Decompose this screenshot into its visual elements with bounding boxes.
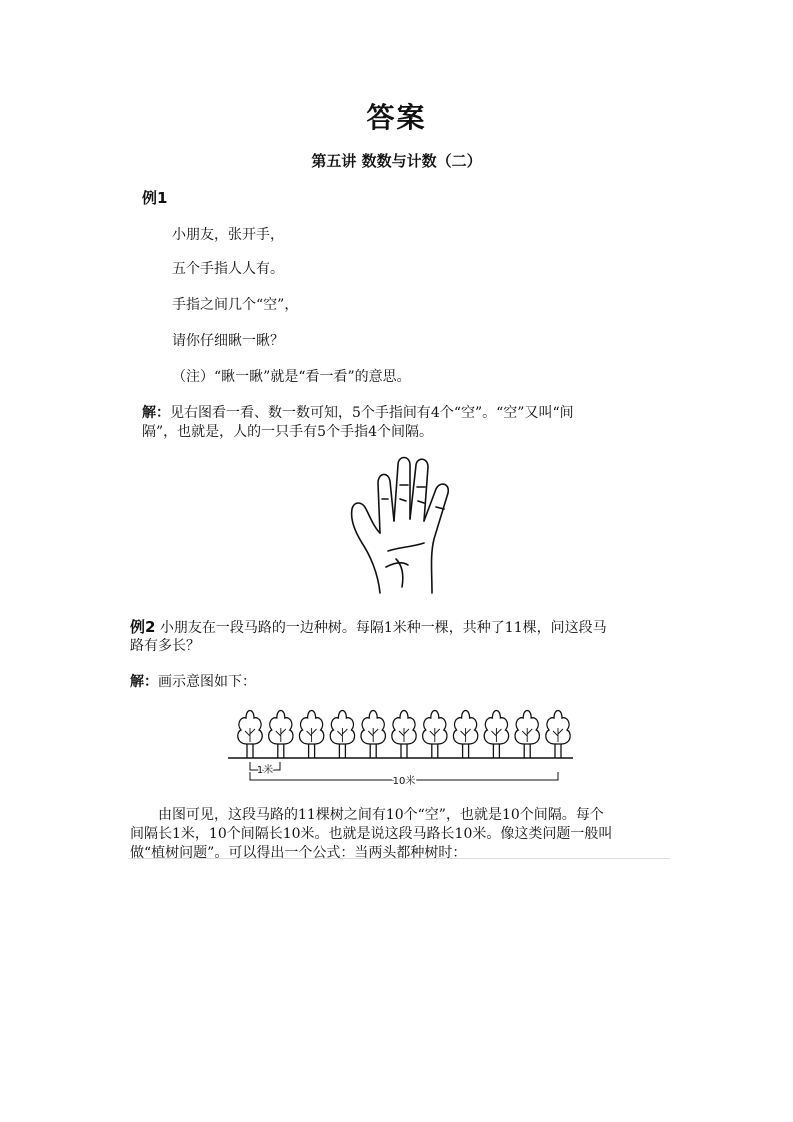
one-meter-label: 1米 bbox=[256, 765, 274, 776]
tree-7 bbox=[423, 711, 447, 759]
explanation-line-2: 间隔长1米，10个间隔长10米。也就是说这段马路长10米。像这类问题一般叫 bbox=[130, 826, 613, 842]
tree-planting-diagram bbox=[228, 700, 573, 792]
hand-illustration bbox=[340, 455, 470, 595]
solution-1-line-1 bbox=[142, 402, 574, 422]
tree-9 bbox=[484, 711, 508, 759]
solution-2-text: 画示意图如下： bbox=[158, 674, 256, 690]
solution-2-line bbox=[130, 671, 256, 691]
poem-line-4: 请你仔细瞅一瞅？ bbox=[172, 333, 284, 349]
solution-1-text-1: 见右图看一看、数一数可知，5个手指间有4个“空”。“空”又叫“间 bbox=[170, 405, 574, 421]
solution-2-label: 解： bbox=[130, 674, 158, 690]
tree-6 bbox=[392, 711, 416, 759]
explanation-line-3: 做“植树问题”。可以得出一个公式：当两头都种树时： bbox=[130, 845, 467, 861]
example-2-label: 例2 bbox=[130, 618, 156, 636]
tree-10 bbox=[515, 711, 539, 759]
tree-8 bbox=[453, 711, 477, 759]
example-2-line-1 bbox=[130, 616, 607, 637]
tree-1 bbox=[238, 711, 262, 759]
tree-4 bbox=[330, 711, 354, 759]
solution-1-line-2: 隔”，也就是，人的一只手有5个手指4个间隔。 bbox=[142, 424, 433, 440]
explanation-line-1: 由图可见，这段马路的11棵树之间有10个“空”，也就是10个间隔。每个 bbox=[158, 807, 604, 823]
poem-line-1: 小朋友，张开手， bbox=[172, 227, 284, 243]
lecture-subtitle: 第五讲 数数与计数（二） bbox=[311, 152, 482, 170]
tree-2 bbox=[269, 711, 293, 759]
page-title: 答案 bbox=[366, 101, 427, 134]
poem-note: （注）“瞅一瞅”就是“看一看”的意思。 bbox=[172, 369, 411, 385]
tree-11 bbox=[546, 711, 570, 759]
poem-line-2: 五个手指人人有。 bbox=[172, 261, 284, 277]
page-divider bbox=[128, 858, 670, 859]
example-1-label: 例1 bbox=[142, 189, 168, 207]
ten-meter-label: 10米 bbox=[392, 776, 416, 787]
tree-5 bbox=[361, 711, 385, 759]
tree-3 bbox=[299, 711, 323, 759]
example-2-question-2: 路有多长？ bbox=[130, 638, 200, 654]
example-2-question-1: 小朋友在一段马路的一边种树。每隔1米种一棵，共种了11棵，问这段马 bbox=[159, 620, 607, 636]
solution-1-label: 解： bbox=[142, 405, 170, 421]
poem-line-3: 手指之间几个“空”， bbox=[172, 297, 299, 313]
